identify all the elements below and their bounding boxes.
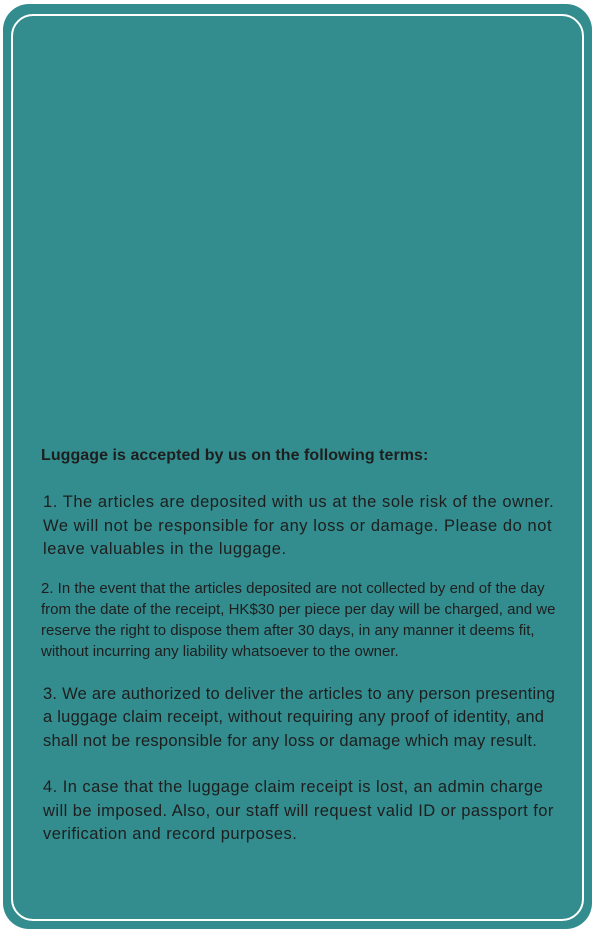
term-item-4: 4. In case that the luggage claim receipt is lost, an admin charge will be imposed. Also, our staff will request valid ID or passport for verification and record purposes. <box>43 778 554 843</box>
terms-section <box>41 445 559 847</box>
term-item-3: 3. We are authorized to deliver the articles to any person presenting a luggage claim receipt, without requiring any proof of identity, and shall not be responsible for any loss or damage which may result. <box>43 684 556 750</box>
term-item-1: 1. The articles are deposited with us at the sole risk of the owner. We will not be responsible for any loss or damage. Please do not leave valuables in the luggage. <box>43 493 555 558</box>
term-item-2: 2. In the event that the articles deposited are not collected by end of the day from the date of the receipt, HK$30 per piece per day will be charged, and we reserve the right to dispose them after 30 days, in any manner it deems fit, without incurring any liability whatsoever to the owner. <box>41 579 556 660</box>
terms-heading: Luggage is accepted by us on the following terms: <box>41 447 429 464</box>
